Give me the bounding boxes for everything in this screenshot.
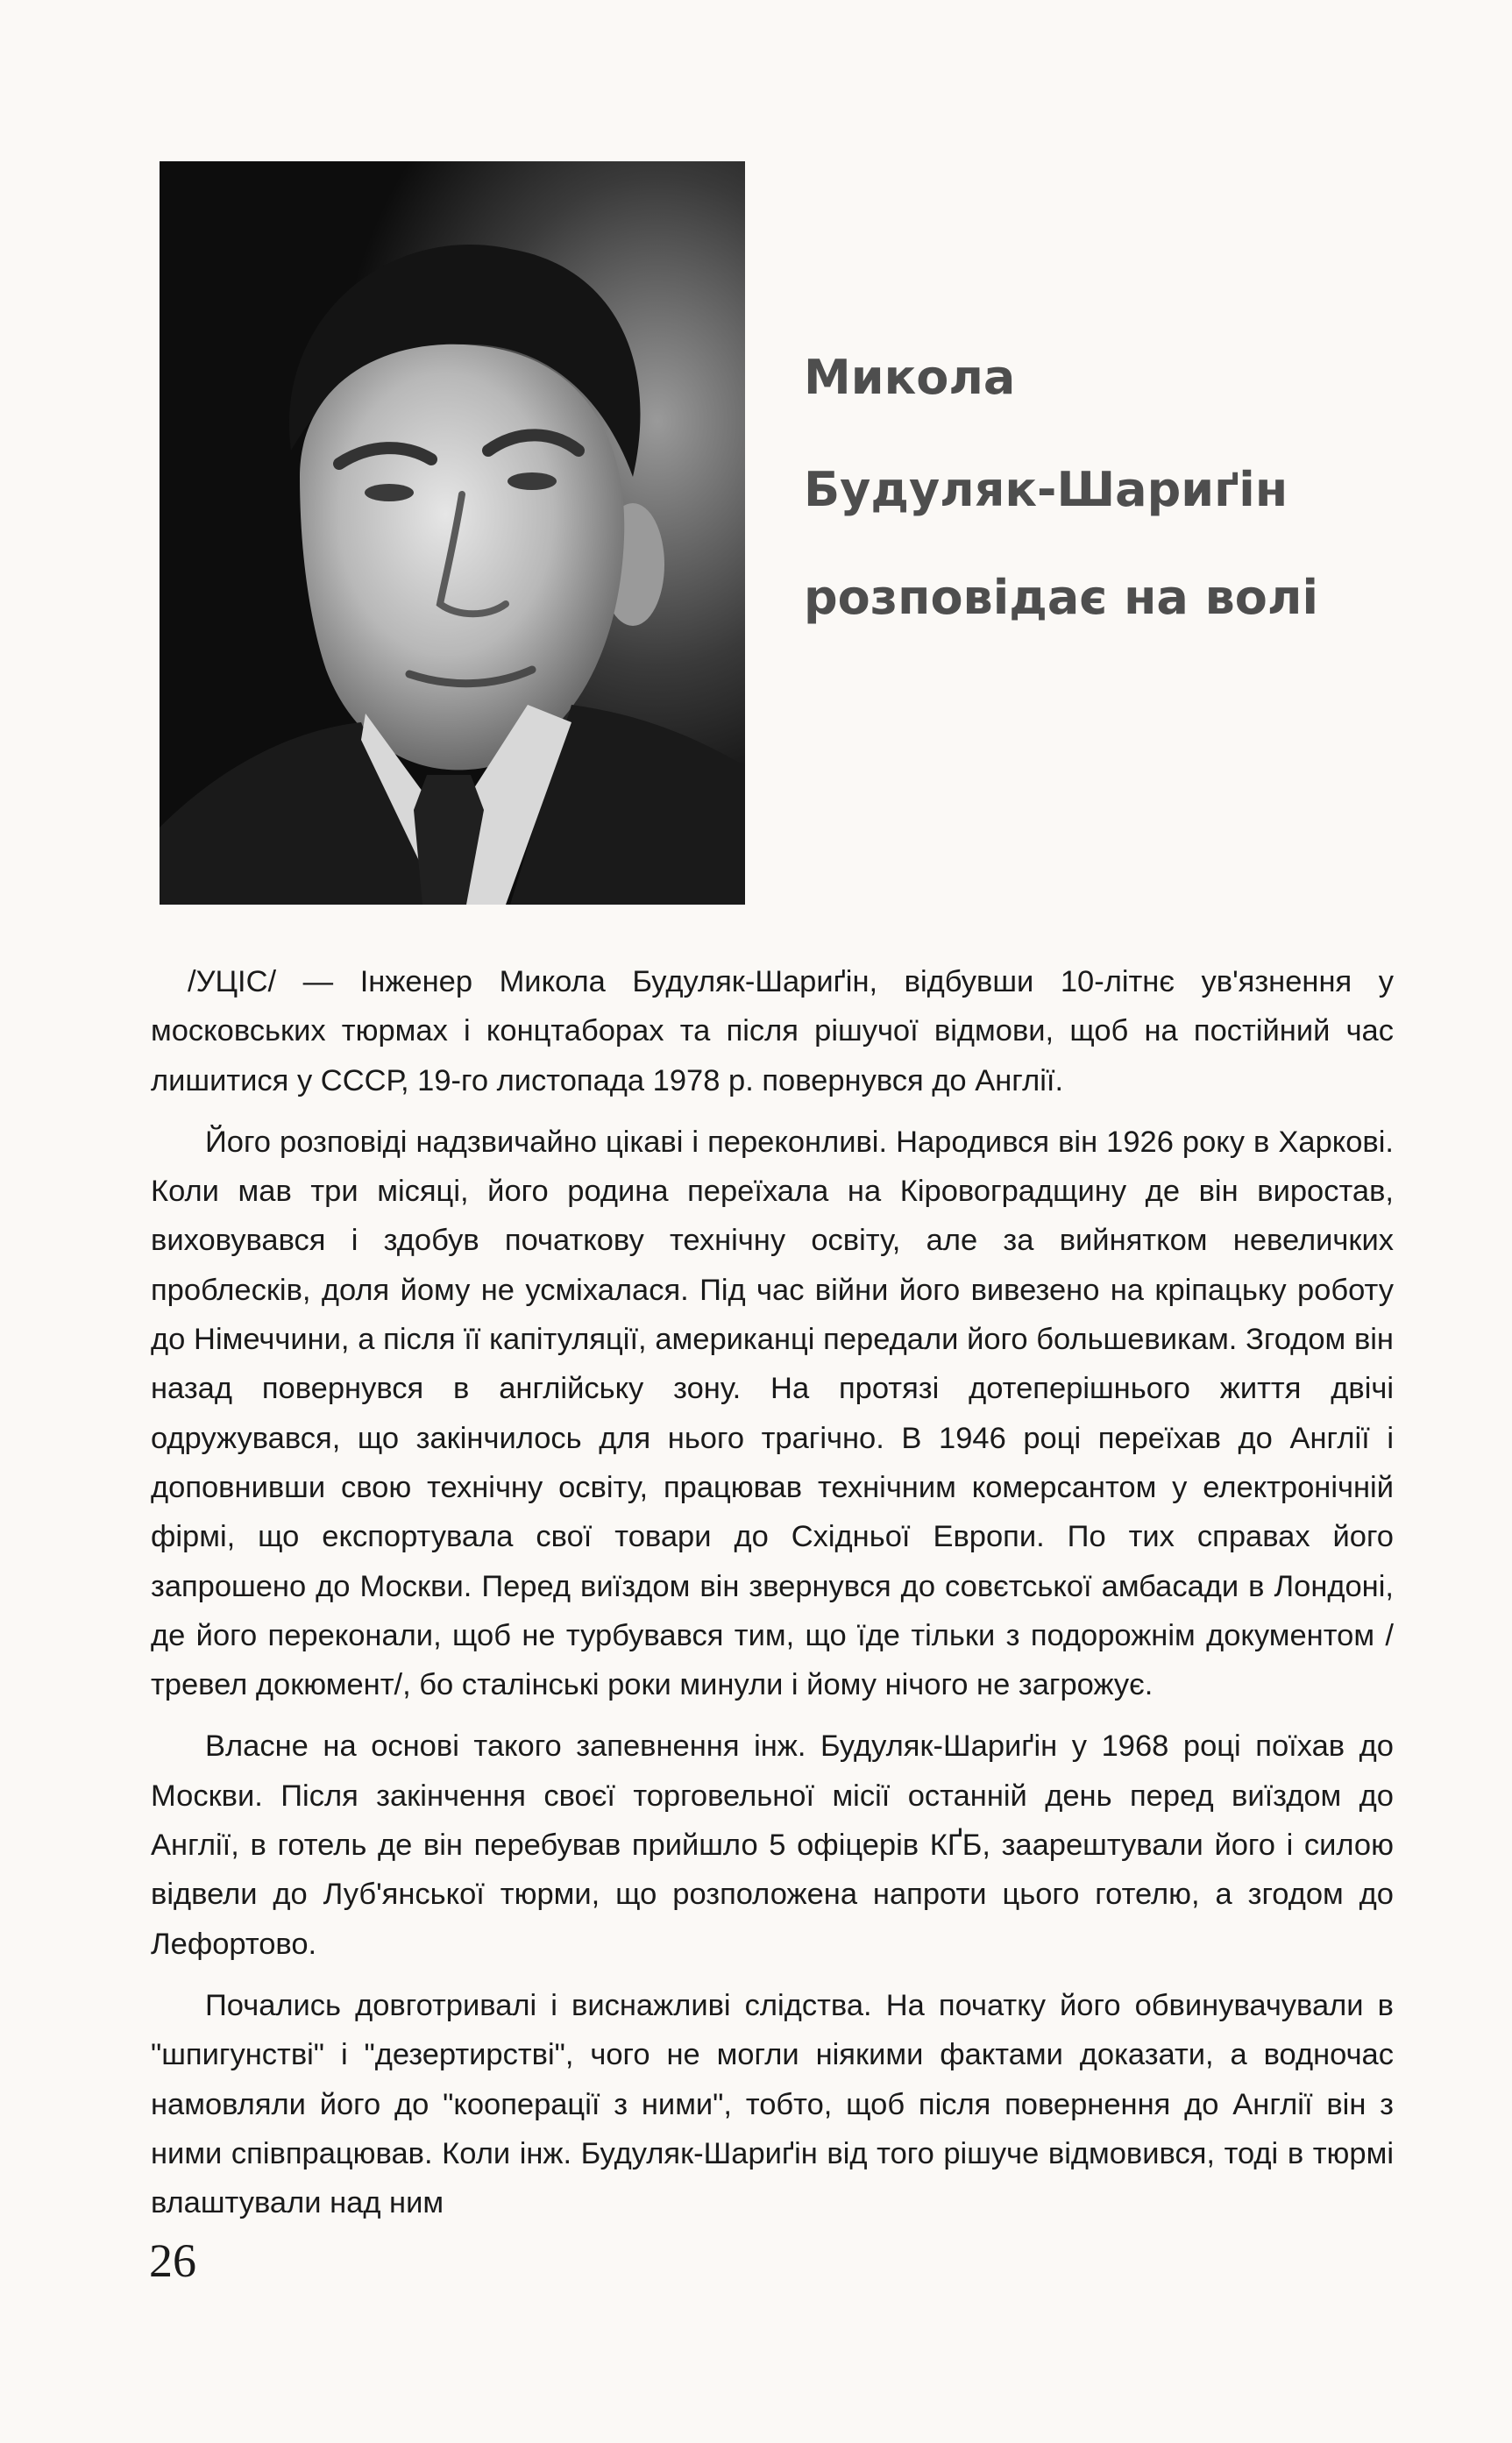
portrait-photo	[160, 161, 745, 905]
paragraph: /УЦІС/ — Інженер Микола Будуляк-Шариґін, відбувши 10-літнє ув'язнення у московських тюрмах і концтаборах та після рішучої відмови, щоб на постійний час лишитися у СССР, 19-го листопада 1978 р. повернувся до Англії.	[151, 965, 1394, 1097]
title-line-3: розповідає на волі	[804, 570, 1318, 625]
paragraph: Власне на основі такого запевнення інж. Будуляк-Шариґін у 1968 році поїхав до Москви. Після закінчення своєї торговельної місії останній день перед виїздом до Англії, в готель де він перебував прийшло 5 офіцерів КҐБ, заарештували його і силою відвели до Луб'янської тюрми, що розположена напроти цього готелю, а згодом до Лефортово.	[151, 1729, 1394, 1961]
title-line-2: Будуляк-Шариґін	[804, 462, 1288, 517]
page-number: 26	[149, 2234, 196, 2287]
title-line-1: Микола	[804, 350, 1016, 405]
paragraph: Почались довготривалі і виснажливі слідства. На початку його обвинувачували в "шпигунстві" і "дезертирстві", чого не могли ніякими фактами доказати, а водночас намовляли його до "кооперації з ними", тобто, щоб після повернення до Англії він з ними співпрацював. Коли інж. Будуляк-Шариґін від того рішуче відмовився, тоді в тюрмі влаштували над ним	[151, 1988, 1394, 2220]
article-body	[151, 957, 1394, 2240]
paragraph: Його розповіді надзвичайно цікаві і переконливі. Народився він 1926 року в Харкові. Коли мав три місяці, його родина переїхала на Кіровоградщину де він виростав, виховувався і здобув початкову технічну освіту, але за вийнятком невеличких проблесків, доля йому не усміхалася. Під час війни його вивезено на кріпацьку роботу до Німеччини, а після її капітуляції, американці передали його большевикам. Згодом він назад повернувся в англійську зону. На протязі дотеперішнього життя двічі одружувався, що закінчилось для нього трагічно. В 1946 році переїхав до Англії і доповнивши свою технічну освіту, працював технічним комерсантом у електронічній фірмі, що експортувала свої товари до Східньої Европи. По тих справах його запрошено до Москви. Перед виїздом він звернувся до совєтської амбасади в Лондоні, де його переконали, щоб не турбувався тим, що їде тільки з подорожнім документом /тревел докюмент/, бо сталінські роки минули і йому нічого не загрожує.	[151, 1125, 1394, 1702]
